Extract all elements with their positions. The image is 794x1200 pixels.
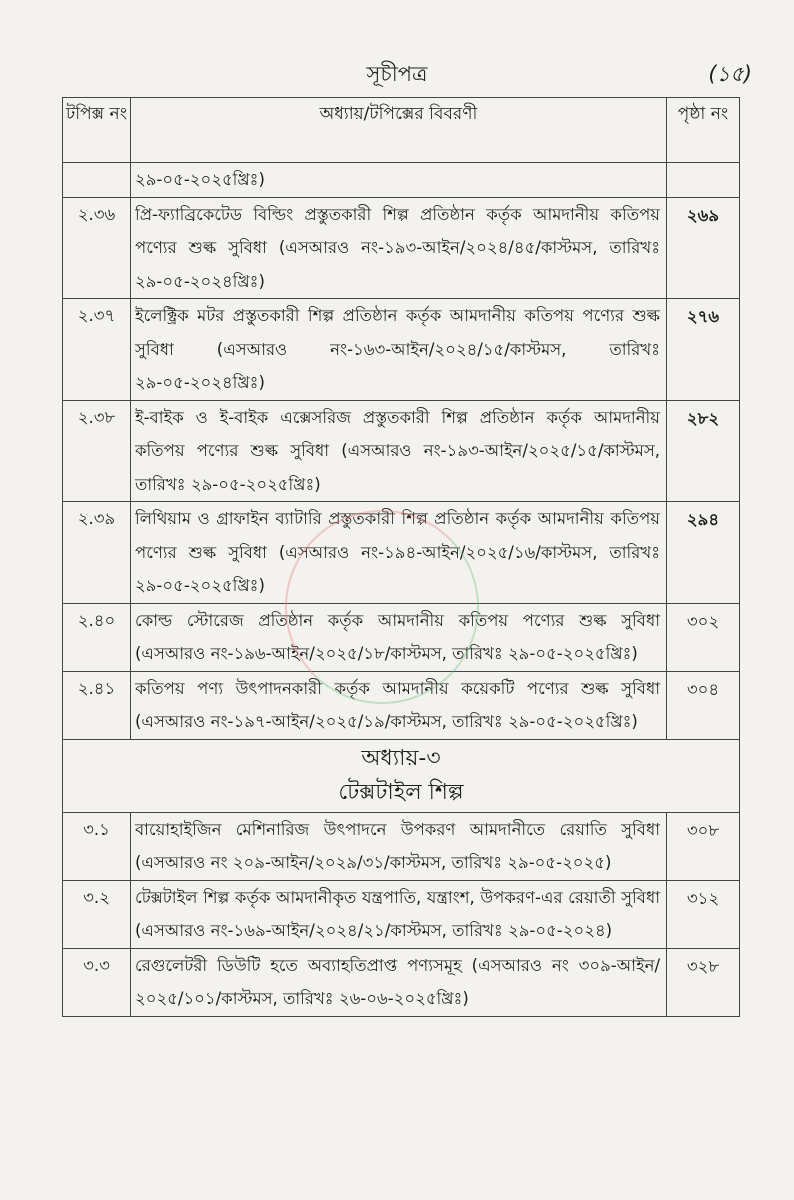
table-row [63,812,740,880]
topic-number: ৩.২ [63,880,131,948]
col-header-topic-no: টপিক্স নং [63,98,131,163]
continuation-text: ২৯-০৫-২০২৫খ্রিঃ) [131,163,667,198]
page-number-cell: ৩১২ [667,880,740,948]
chapter-heading [63,739,740,812]
col-header-page-no: পৃষ্ঠা নং [667,98,740,163]
topic-description: বায়োহাইজিন মেশিনারিজ উৎপাদনে উপকরণ আমদানীতে রেয়াতি সুবিধা (এসআরও নং ২০৯-আইন/২০২৯/৩১/কাস্টমস, তারিখঃ ২৯-০৫-২০২৫) [131,812,667,880]
continuation-row [63,163,740,198]
topic-number: ২.৩৭ [63,299,131,401]
topic-description: কতিপয় পণ্য উৎপাদনকারী কর্তৃক আমদানীয় কয়েকটি পণ্যের শুল্ক সুবিধা (এসআরও নং-১৯৭-আইন/২০২৫/১৯/কাস্টমস, তারিখঃ ২৯-০৫-২০২৫খ্রিঃ) [131,671,667,739]
page-title: সূচীপত্র [366,62,428,86]
topic-description: রেগুলেটরী ডিউটি হতে অব্যাহতিপ্রাপ্ত পণ্যসমূহ (এসআরও নং ৩০৯-আইন/২০২৫/১০১/কাস্টমস, তারিখঃ ২৬-০৬-২০২৫খ্রিঃ) [131,948,667,1016]
page-number-cell: ২৭৬ [667,299,740,401]
table-row [63,197,740,299]
table-row [63,603,740,671]
topic-number: ২.৩৯ [63,502,131,604]
topic-number: ২.৪১ [63,671,131,739]
col-header-description: অধ্যায়/টপিক্সের বিবরণী [131,98,667,163]
contents-table [62,97,740,1017]
page-number-cell: ৩২৮ [667,948,740,1016]
topic-number: ৩.১ [63,812,131,880]
topic-number: ২.৪০ [63,603,131,671]
topic-number: ৩.৩ [63,948,131,1016]
table-row [63,671,740,739]
table-row [63,502,740,604]
page-number-cell: ৩০২ [667,603,740,671]
topic-description: লিথিয়াম ও গ্রাফাইন ব্যাটারি প্রস্তুতকারী শিল্প প্রতিষ্ঠান কর্তৃক আমদানীয় কতিপয় পণ্যের শুল্ক সুবিধা (এসআরও নং-১৯৪-আইন/২০২৫/১৬/কাস্টমস, তারিখঃ ২৯-০৫-২০২৫খ্রিঃ) [131,502,667,604]
topic-number: ২.৩৮ [63,400,131,502]
chapter-name: টেক্সটাইল শিল্প [338,779,464,805]
table-row [63,400,740,502]
topic-description: ই-বাইক ও ই-বাইক এক্সেসরিজ প্রস্তুতকারী শিল্প প্রতিষ্ঠান কর্তৃক আমদানীয় কতিপয় পণ্যের শুল্ক সুবিধা (এসআরও নং-১৯৩-আইন/২০২৫/১৫/কাস্টমস, তারিখঃ ২৯-০৫-২০২৫খ্রিঃ) [131,400,667,502]
page-number-cell: ৩০৪ [667,671,740,739]
topic-description: কোল্ড স্টোরেজ প্রতিষ্ঠান কর্তৃক আমদানীয় কতিপয় পণ্যের শুল্ক সুবিধা (এসআরও নং-১৯৬-আইন/২০২৫/১৮/কাস্টমস, তারিখঃ ২৯-০৫-২০২৫খ্রিঃ) [131,603,667,671]
page-number: (১৫) [708,62,752,86]
topic-description: ইলেক্ট্রিক মটর প্রস্তুতকারী শিল্প প্রতিষ্ঠান কর্তৃক আমদানীয় কতিপয় পণ্যের শুল্ক সুবিধা (এসআরও নং-১৬৩-আইন/২০২৪/১৫/কাস্টমস, তারিখঃ ২৯-০৫-২০২৪খ্রিঃ) [131,299,667,401]
page-number-cell: ৩০৮ [667,812,740,880]
table-row [63,299,740,401]
chapter-number: অধ্যায়-৩ [361,745,441,771]
page-number-cell: ২৮২ [667,400,740,502]
table-header-row [63,98,740,163]
topic-description: টেক্সটাইল শিল্প কর্তৃক আমদানীকৃত যন্ত্রপাতি, যন্ত্রাংশ, উপকরণ-এর রেয়াতী সুবিধা (এসআরও নং-১৬৯-আইন/২০২৪/২১/কাস্টমস, তারিখঃ ২৯-০৫-২০২৪) [131,880,667,948]
table-row [63,948,740,1016]
page-number-cell: ২৯৪ [667,502,740,604]
topic-number: ২.৩৬ [63,197,131,299]
topic-description: প্রি-ফ্যাব্রিকেটেড বিল্ডিং প্রস্তুতকারী শিল্প প্রতিষ্ঠান কর্তৃক আমদানীয় কতিপয় পণ্যের শুল্ক সুবিধা (এসআরও নং-১৯৩-আইন/২০২৪/৪৫/কাস্টমস, তারিখঃ ২৯-০৫-২০২৪খ্রিঃ) [131,197,667,299]
chapter-heading-row [63,739,740,812]
table-row [63,880,740,948]
page-number-cell: ২৬৯ [667,197,740,299]
